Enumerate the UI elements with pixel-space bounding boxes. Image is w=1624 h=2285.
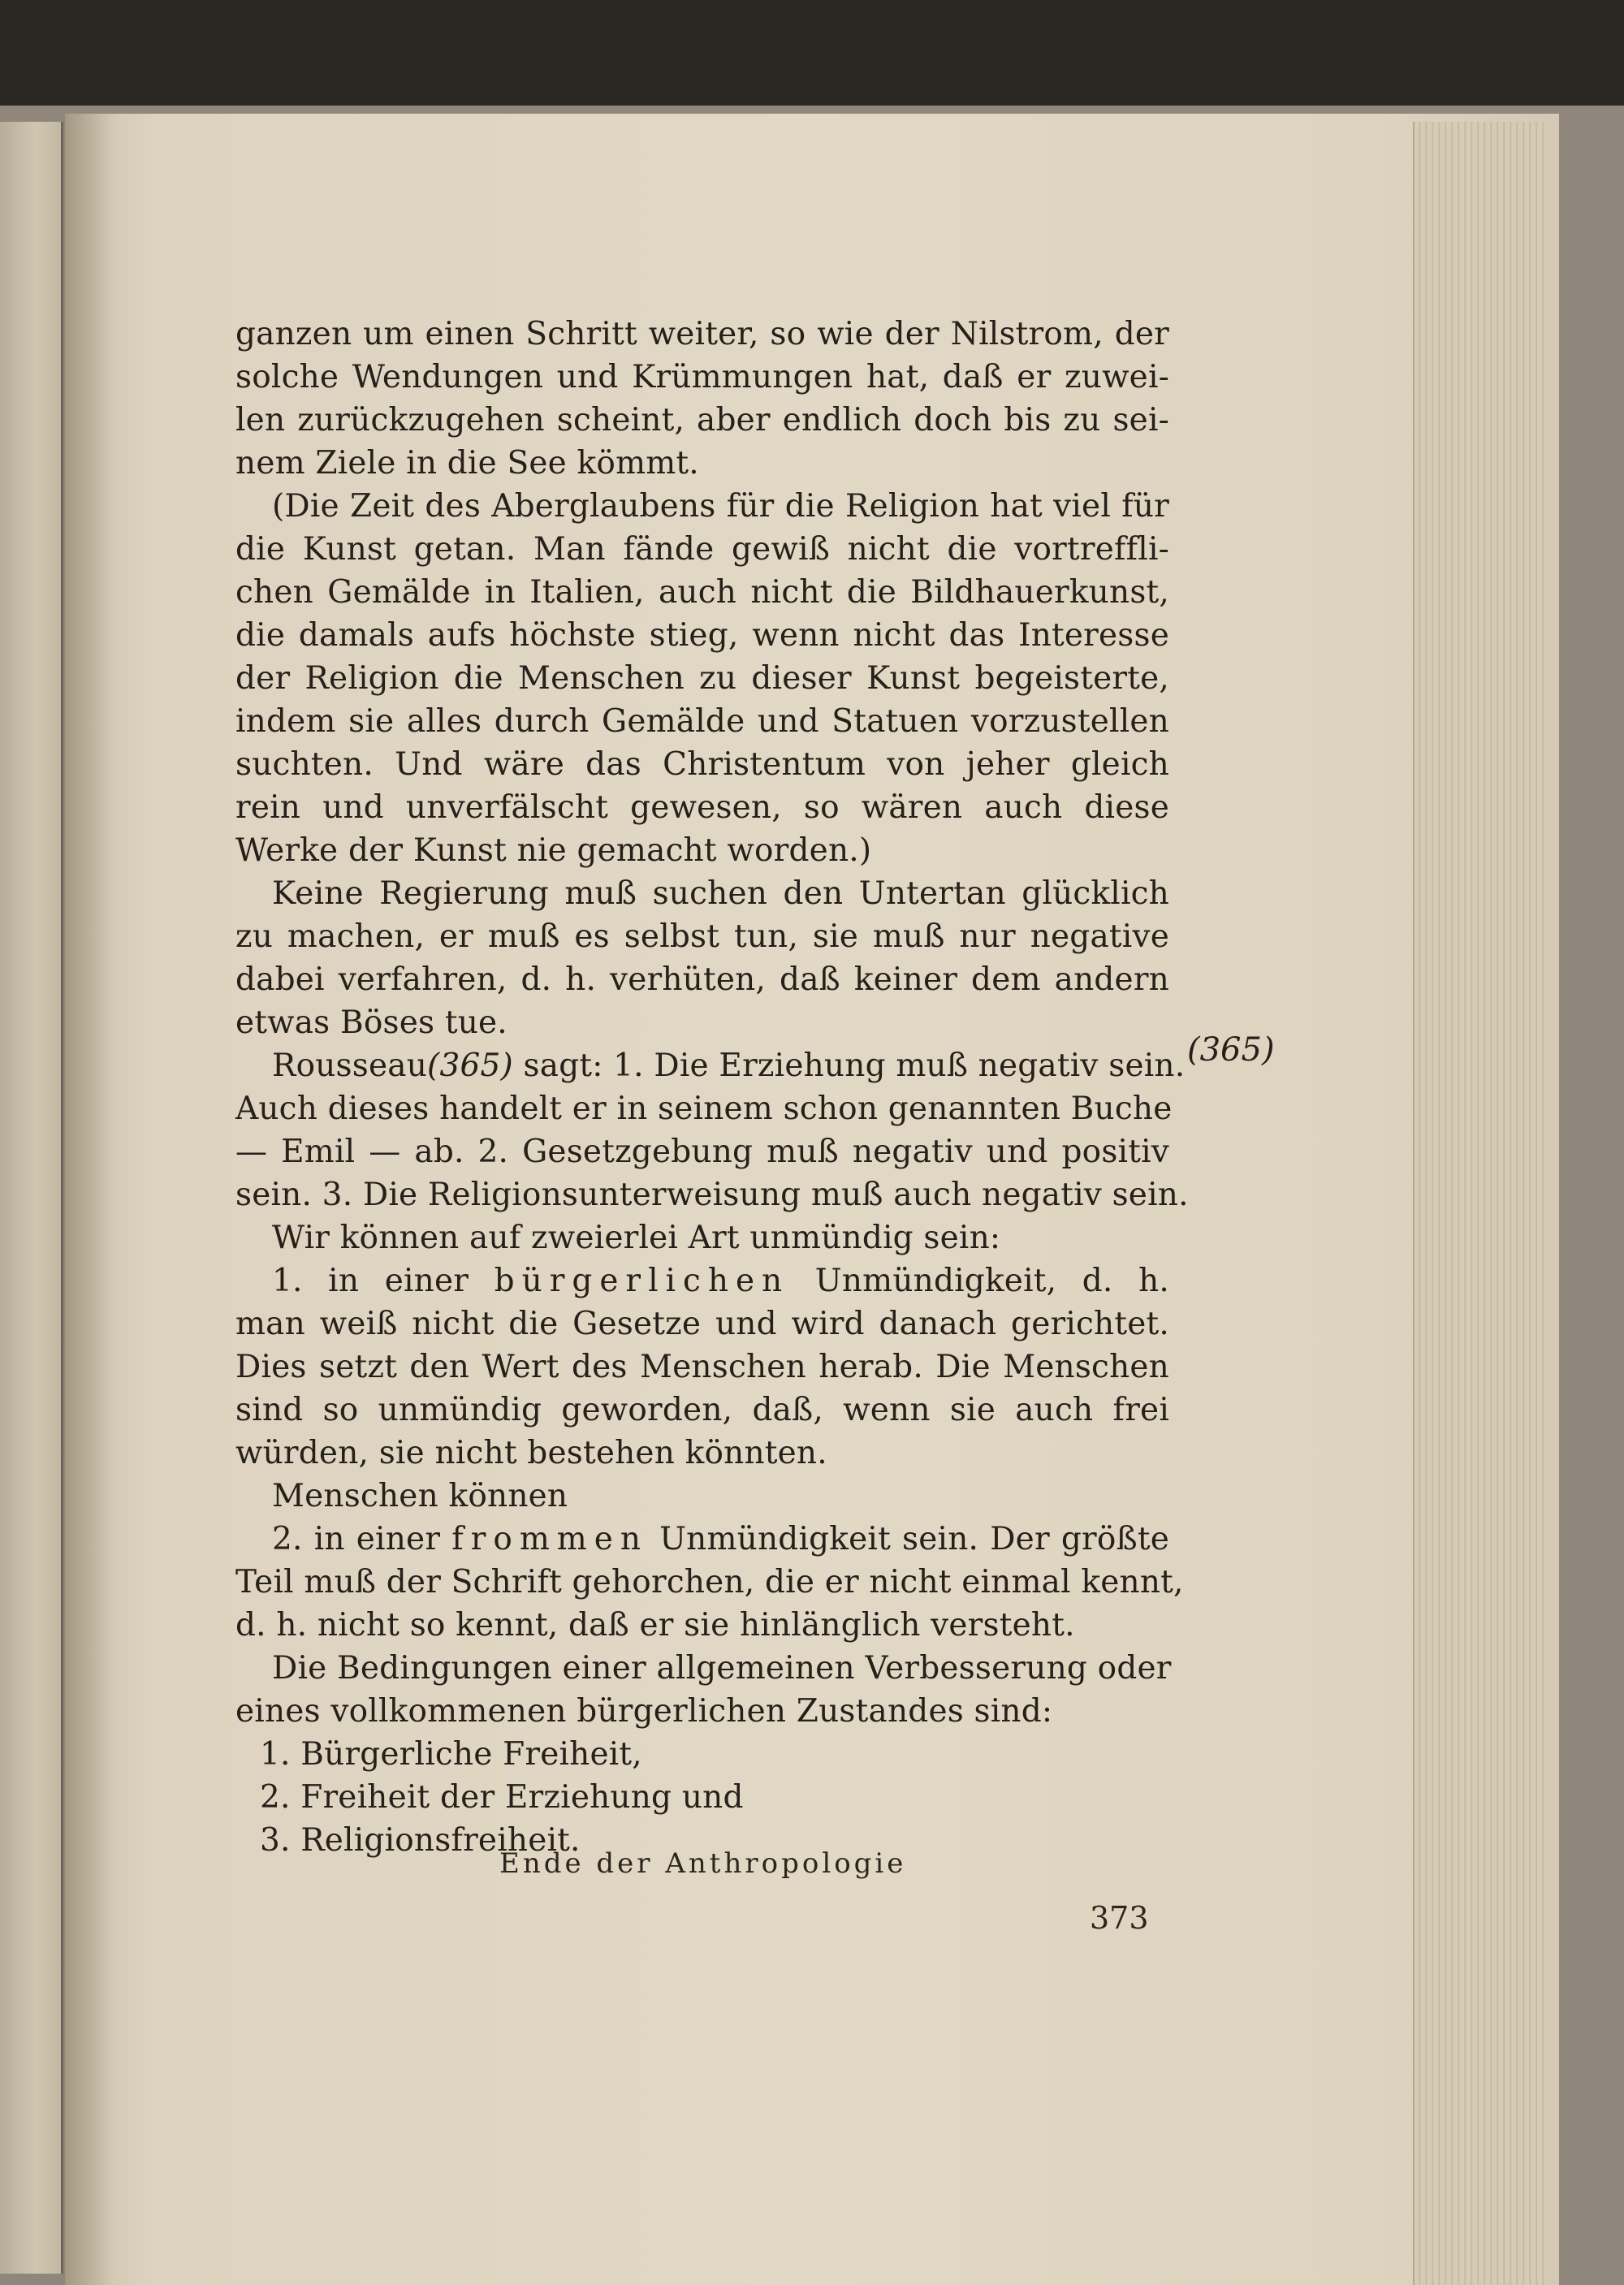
text-line: solche Wendungen und Krümmungen hat, daß er zuwei- [235,359,1169,395]
text-line: d. h. nicht so kennt, daß er sie hinlänglich versteht. [235,1607,1075,1644]
item-one-prefix: 1. in einer [272,1263,469,1299]
text-line: etwas Böses tue. [235,1004,508,1041]
rousseau-statement: sagt: 1. Die Erziehung muß negativ sein. [523,1047,1186,1084]
rousseau-reference: (365) [427,1047,513,1084]
item-two-emphasis: frommen [451,1521,648,1557]
previous-page-edge [0,122,63,2274]
section-ending: Ende der Anthropologie [499,1847,907,1880]
text-line: Wir können auf zweierlei Art unmündig sein: [272,1220,1001,1256]
text-line: Werke der Kunst nie gemacht worden.) [235,832,872,869]
text-line: eines vollkommenen bürgerlichen Zustandes sind: [235,1693,1053,1730]
list-item: 3. Religionsfreiheit. [260,1822,581,1859]
text-line: ganzen um einen Schritt weiter, so wie der Nilstrom, der [235,316,1169,352]
text-line: zu machen, er muß es selbst tun, sie muß nur negative [235,918,1169,955]
margin-reference: (365) [1187,1031,1275,1069]
text-line: Menschen können [272,1478,568,1514]
page-edges [1413,122,1544,2285]
text-line: indem sie alles durch Gemälde und Statuen vorzustellen [235,703,1169,740]
text-line: man weiß nicht die Gesetze und wird danach gerichtet. [235,1306,1169,1342]
text-line: Keine Regierung muß suchen den Untertan glücklich [272,875,1169,912]
spine-shadow [65,114,114,2285]
item-two-suffix: Unmündigkeit sein. Der größte [659,1521,1169,1557]
item-two-line [235,1518,1169,1561]
rousseau-line [235,1044,1186,1087]
text-line: Auch dieses handelt er in seinem schon genannten Buche [235,1091,1173,1127]
text-line: Die Bedingungen einer allgemeinen Verbesserung oder [272,1650,1172,1687]
list-item: 2. Freiheit der Erziehung und [260,1779,744,1816]
text-line: sein. 3. Die Religionsunterweisung muß auch negativ sein. [235,1177,1189,1213]
item-two-prefix: 2. in einer [272,1521,441,1557]
text-line: sind so unmündig geworden, daß, wenn sie auch frei [235,1392,1169,1428]
rousseau-name: Rousseau [272,1047,428,1084]
text-line: chen Gemälde in Italien, auch nicht die Bildhauerkunst, [235,574,1169,611]
text-line: würden, sie nicht bestehen könnten. [235,1435,827,1471]
text-line: Teil muß der Schrift gehorchen, die er nicht einmal kennt, [235,1564,1184,1600]
list-item: 1. Bürgerliche Freiheit, [260,1736,642,1773]
text-line: len zurückzugehen scheint, aber endlich doch bis zu sei- [235,402,1169,438]
text-line: Dies setzt den Wert des Menschen herab. Die Menschen [235,1349,1169,1385]
text-line: — Emil — ab. 2. Gesetzgebung muß negativ und positiv [235,1134,1169,1170]
item-one-suffix: Unmündigkeit, d. h. [814,1263,1169,1299]
text-line: nem Ziele in die See kömmt. [235,445,699,482]
item-one-emphasis: bürgerlichen [494,1263,790,1299]
text-line: die damals aufs höchste stieg, wenn nicht das Interesse [235,617,1169,654]
page-number: 373 [1090,1900,1149,1936]
item-one-line [235,1259,1169,1302]
text-line: dabei verfahren, d. h. verhüten, daß keiner dem andern [235,961,1169,998]
text-line: rein und unverfälscht gewesen, so wären auch diese [235,789,1169,826]
page-text [235,313,1189,1862]
text-line: der Religion die Menschen zu dieser Kunst begeisterte, [235,660,1169,697]
text-line: suchten. Und wäre das Christentum von jeher gleich [235,746,1169,783]
text-line: die Kunst getan. Man fände gewiß nicht die vortreffli- [235,531,1169,568]
text-line: (Die Zeit des Aberglaubens für die Religion hat viel für [272,488,1169,525]
